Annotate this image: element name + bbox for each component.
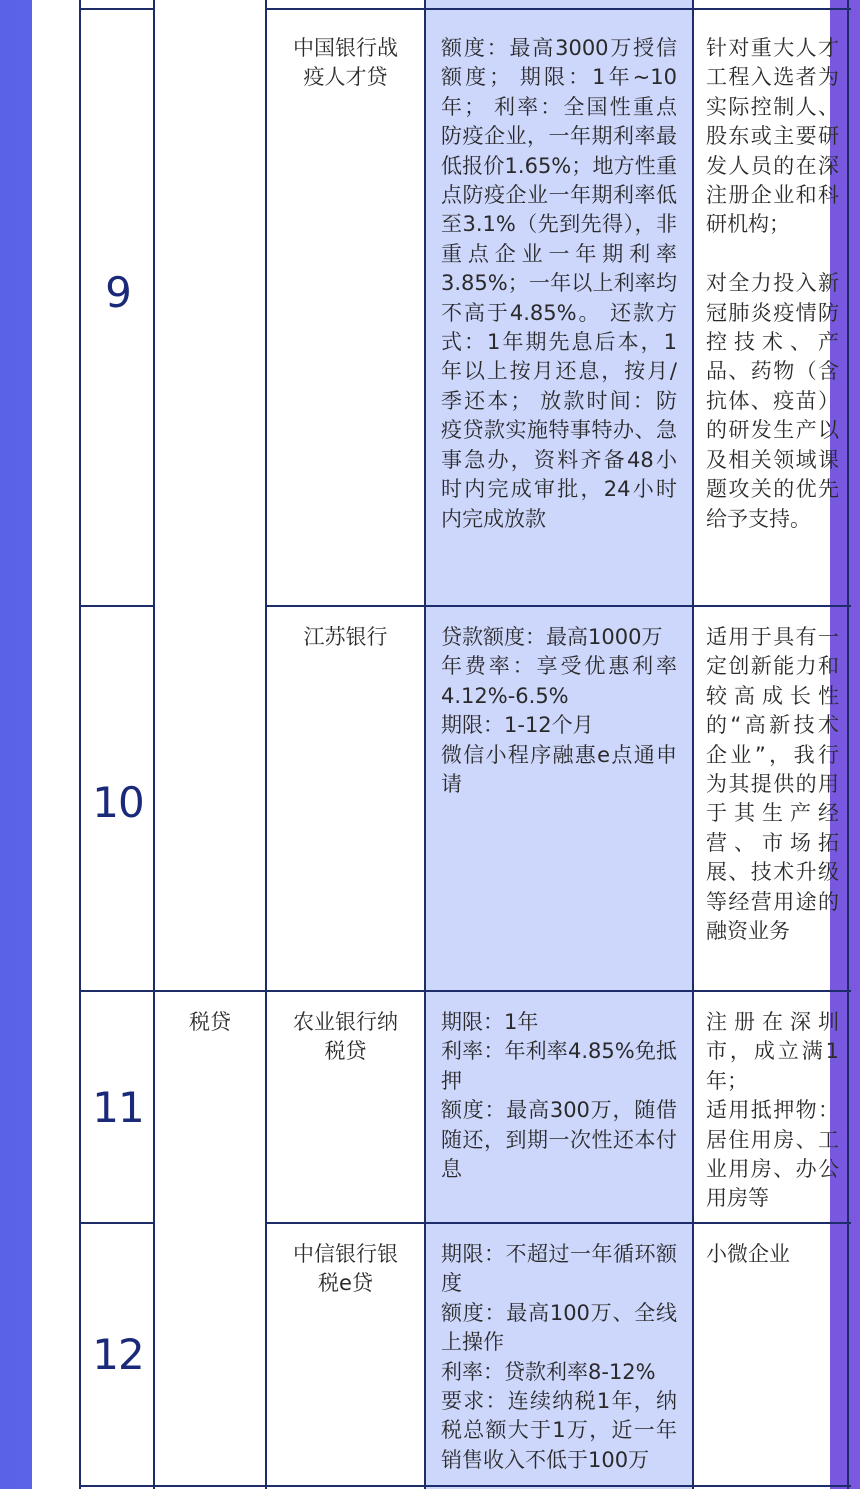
row-divider [81, 1485, 851, 1487]
product-name: 中信银行银 税e贷 [293, 1242, 398, 1296]
loan-table [79, 0, 849, 1489]
product-name: 江苏银行 [303, 625, 388, 649]
eligibility-text: 注册在深圳市，成立满1年； 适用抵押物：居住用房、工业用房、办公用房等 [706, 1010, 839, 1211]
row-divider [81, 990, 851, 992]
loan-details: 贷款额度：最高1000万 年费率：享受优惠利率4.12%-6.5% 期限：1-12个月 微信小程序融惠e点通申请 [441, 625, 677, 797]
eligibility-text: 适用于具有一定创新能力和较高成长性的“高新技术企业”，我行为其提供的用于其生产经营、市场拓展、技术升级等经营用途的融资业务 [706, 625, 839, 944]
column-divider [153, 0, 155, 1489]
loan-table-sheet [32, 0, 839, 1489]
row-number: 11 [92, 1083, 144, 1132]
loan-details: 额度：最高3000万授信额度； 期限：1年~10年； 利率：全国性重点防疫企业，一年期利率最低报价1.65%；地方性重点防疫企业一年期利率低至3.1%（先到先得），非重点企业一年期利率3.85%；一年以上利率均不高于4.85%。 还款方式：1年期先息后本，1年以上按月还息，按月/季还本； 放款时间：防疫贷款实施特事特办、急事急办，资料齐备48小时内完成审批，24小时内完成放款 [441, 36, 677, 531]
loan-details: 期限：1年 利率：年利率4.85%免抵押 额度：最高300万，随借随还，到期一次性还本付息 [441, 1010, 677, 1182]
row-number: 10 [92, 778, 144, 827]
column-divider [424, 0, 426, 1489]
row-divider [265, 8, 851, 10]
category-label: 税贷 [189, 1010, 231, 1034]
eligibility-text: 针对重大人才工程入选者为实际控制人、股东或主要研发人员的在深注册企业和科研机构； 对全力投入新冠肺炎疫情防控技术、产品、药物（含抗体、疫苗）的研发生产以及相关领域课题攻关的优先给予支持。 [706, 36, 839, 531]
row-divider [265, 1222, 851, 1224]
column-divider [692, 0, 694, 1489]
row-number: 9 [105, 268, 131, 317]
product-name: 中国银行战 疫人才贷 [293, 36, 398, 90]
eligibility-text: 小微企业 [706, 1242, 790, 1266]
product-name: 农业银行纳 税贷 [293, 1010, 398, 1064]
row-divider [81, 605, 155, 607]
row-divider [265, 605, 851, 607]
loan-details: 期限：不超过一年循环额度 额度：最高100万、全线上操作 利率：贷款利率8-12% 要求：连续纳税1年，纳税总额大于1万，近一年销售收入不低于100万 [441, 1242, 677, 1472]
row-number: 12 [92, 1330, 144, 1379]
row-divider [81, 8, 155, 10]
row-divider [81, 1222, 155, 1224]
